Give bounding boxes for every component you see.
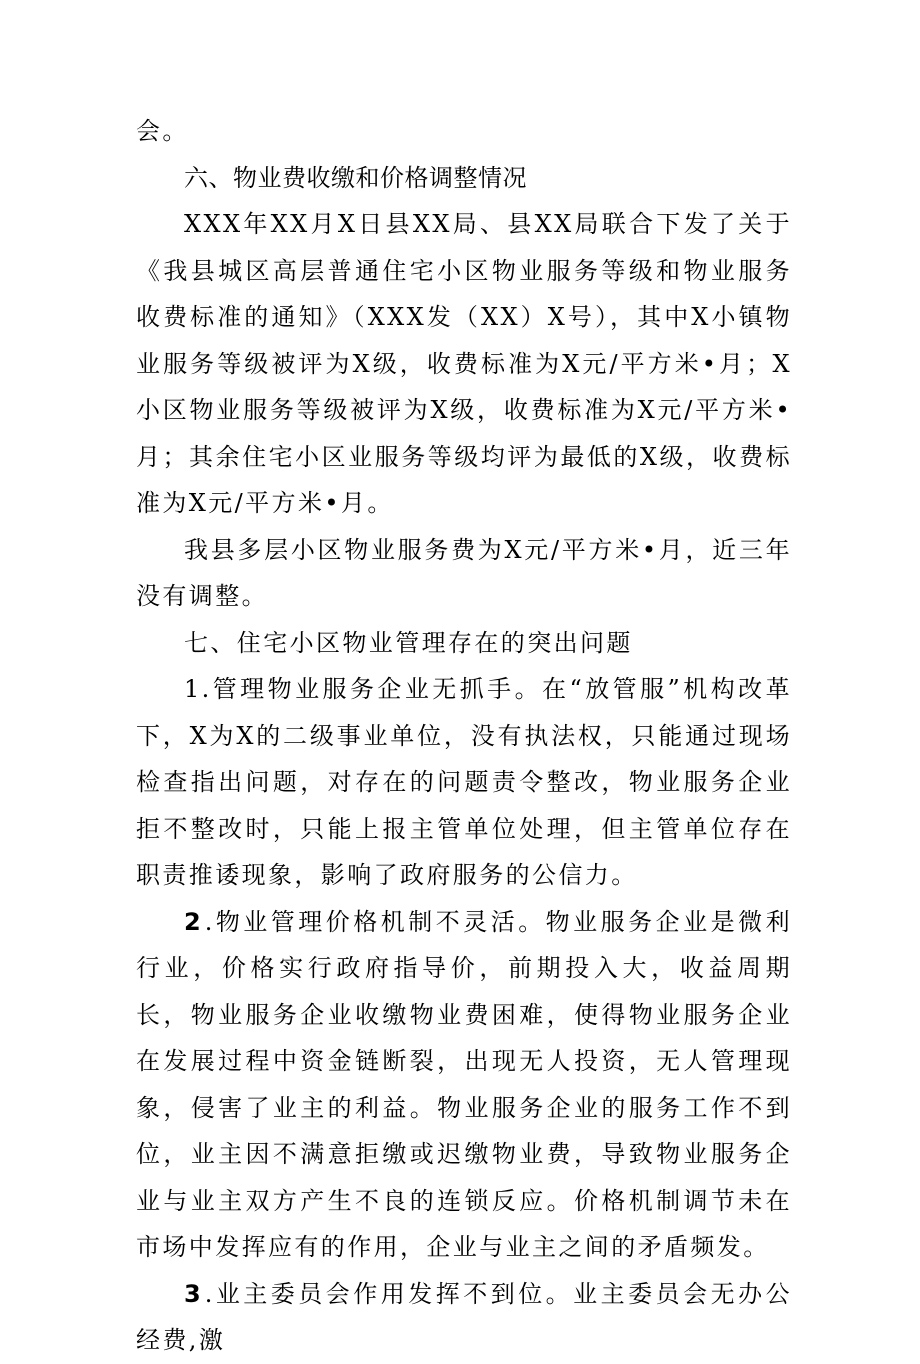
- section-heading-7: 七、住宅小区物业管理存在的突出问题: [184, 628, 633, 657]
- paragraph-fee-standards: XXX年XX月X日县XX局、县XX局联合下发了关于《我县城区高层普通住宅小区物业服务等级和物业服务收费标准的通知》（XXX发（XX）X号），其中X小镇物业服务等级被评为X级，收费标准为X元/平方米•月；X小区物业服务等级被评为X级，收费标准为X元/平方米•月；其余住宅小区业服务等级均评为最低的X级，收费标准为X元/平方米•月。: [136, 210, 792, 517]
- list-item-number: 2: [184, 907, 205, 936]
- list-item-2: [136, 899, 792, 1271]
- list-item-3: [136, 1271, 792, 1364]
- list-item-text: .业主委员会作用发挥不到位。业主委员会无办公经费,激: [136, 1279, 792, 1354]
- paragraph-continuation: 会。: [136, 117, 189, 145]
- paragraph-multistory-fee: 我县多层小区物业服务费为X元/平方米•月，近三年没有调整。: [136, 535, 792, 610]
- list-item-text: .物业管理价格机制不灵活。物业服务企业是微利行业，价格实行政府指导价，前期投入大，收益周期长，物业服务企业收缴物业费困难，使得物业服务企业在发展过程中资金链断裂，出现无人投资，无人管理现象，侵害了业主的利益。物业服务企业的服务工作不到位，业主因不满意拒缴或迟缴物业费，导致物业服务企业与业主双方产生不良的连锁反应。价格机制调节未在市场中发挥应有的作用，企业与业主之间的矛盾频发。: [136, 907, 792, 1261]
- section-heading-6: 六、物业费收缴和价格调整情况: [184, 163, 527, 192]
- list-item-1: 1.管理物业服务企业无抓手。在“放管服”机构改革下，X为X的二级事业单位，没有执法权，只能通过现场检查指出问题，对存在的问题责令整改，物业服务企业拒不整改时，只能上报主管单位处理，但主管单位存在职责推诿现象，影响了政府服务的公信力。: [136, 675, 792, 889]
- list-item-number: 3: [184, 1279, 205, 1308]
